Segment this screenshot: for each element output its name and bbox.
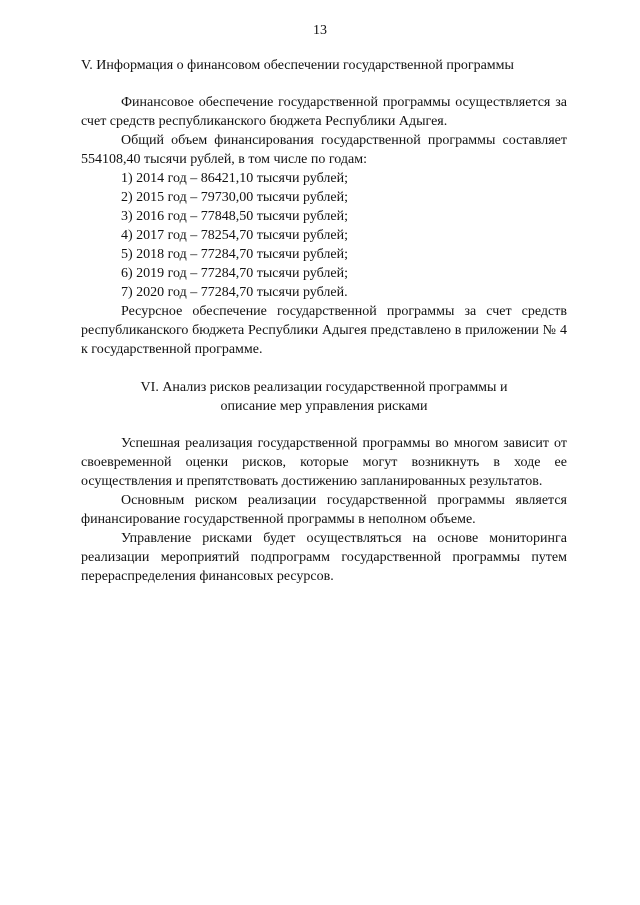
funding-year-item: 2) 2015 год – 79730,00 тысячи рублей; [121,190,348,205]
funding-year-item: 4) 2017 год – 78254,70 тысячи рублей; [121,228,348,243]
funding-year-item: 5) 2018 год – 77284,70 тысячи рублей; [121,247,348,262]
funding-year-item: 6) 2019 год – 77284,70 тысячи рублей; [121,266,348,281]
section-5-paragraph-3: Ресурсное обеспечение государственной программы за счет средств республиканского бюджета Республики Адыгея представлено в приложении № 4 к государственной программе. [81,304,567,357]
section-6-paragraph-1: Успешная реализация государственной программы во многом зависит от своевременной оценки рисков, которые могут возникнуть в ходе ее осуществления и препятствовать достижению запланированных результатов. [81,436,567,489]
section-5-paragraph-2: Общий объем финансирования государственной программы составляет 554108,40 тысячи рублей, в том числе по годам: [81,133,567,167]
funding-year-item: 7) 2020 год – 77284,70 тысячи рублей. [121,285,348,300]
funding-by-year-list [81,169,567,302]
section-5-paragraph-1: Финансовое обеспечение государственной программы осуществляется за счет средств республиканского бюджета Республики Адыгея. [81,95,567,129]
section-6-heading-line-2: описание мер управления рисками [220,399,428,414]
funding-year-item: 1) 2014 год – 86421,10 тысячи рублей; [121,171,348,186]
section-6-heading [81,378,567,416]
funding-year-item: 3) 2016 год – 77848,50 тысячи рублей; [121,209,348,224]
section-6-paragraph-2: Основным риском реализации государственной программы является финансирование государственной программы в неполном объеме. [81,493,567,527]
section-5-heading: V. Информация о финансовом обеспечении государственной программы [81,58,514,73]
section-6-heading-line-1: VI. Анализ рисков реализации государственной программы и [140,380,508,395]
page-number: 13 [313,23,327,38]
document-body [81,56,567,586]
section-6-paragraph-3: Управление рисками будет осуществляться на основе мониторинга реализации мероприятий подпрограмм государственной программы путем перераспределения финансовых ресурсов. [81,531,567,584]
